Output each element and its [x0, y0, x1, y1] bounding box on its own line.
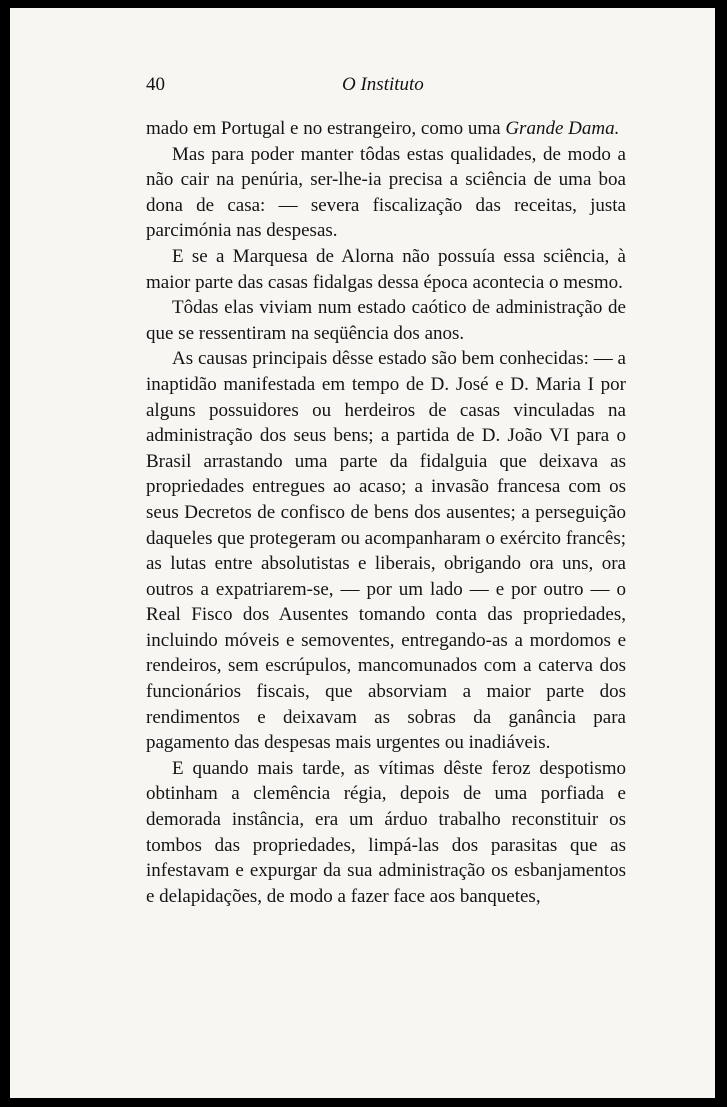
paragraph-1-italic: Grande Dama. — [505, 118, 620, 139]
paragraph-3: E se a Marquesa de Alorna não possuía essa sciência, à maior parte das casas fidalgas dessa época acontecia o mesmo. — [146, 245, 626, 293]
paragraph-1 — [146, 116, 626, 142]
running-title: O Instituto — [342, 74, 424, 95]
paragraph-1-text: mado em Portugal e no estrangeiro, como uma — [146, 118, 506, 139]
paragraph-6: E quando mais tarde, as vítimas dêste feroz despotismo obtinham a clemência régia, depois de uma porfiada e demorada instância, era um árduo trabalho reconstituir os tombos das propriedades, limpá-las dos parasitas que as infestavam e expurgar da sua administração os esbanjamentos e delapidações, de modo a fazer face aos banquetes, — [146, 757, 626, 907]
paragraph-5: As causas principais dêsse estado são bem conhecidas: — a inaptidão manifestada em tempo de D. José e D. Maria I por alguns possuidores ou herdeiros de casas vinculadas na administração dos seus bens; a partida de D. João VI para o Brasil arrastando uma parte da fidalguia que deixava as propriedades entregues ao acaso; a invasão francesa com os seus Decretos de confisco de bens dos ausentes; a perseguição daqueles que protegeram ou acompanharam o exército francês; as lutas entre absolutistas e liberais, obrigando ora uns, ora outros a expatriarem-se, — por um lado — e por outro — o Real Fisco dos Ausentes tomando conta das propriedades, incluindo móveis e semoventes, entregando-as a mordomos e rendeiros, sem escrúpulos, mancomunados com a caterva dos funcionários fiscais, que absorviam a maior parte dos rendimentos e deixavam as sobras da ganância para pagamento das despesas mais urgentes ou inadiáveis. — [146, 348, 626, 754]
scanned-page — [10, 8, 715, 1098]
page-number: 40 — [146, 74, 165, 95]
paragraph-4: Tôdas elas viviam num estado caótico de administração de que se ressentiram na seqüência dos anos. — [146, 297, 626, 344]
page-header — [146, 74, 626, 104]
body-text — [146, 116, 626, 909]
paragraph-2: Mas para poder manter tôdas estas qualidades, de modo a não cair na penúria, ser-lhe-ia precisa a sciência de uma boa dona de casa: — severa fiscalização das receitas, justa parcimónia nas despesas. — [146, 143, 626, 242]
